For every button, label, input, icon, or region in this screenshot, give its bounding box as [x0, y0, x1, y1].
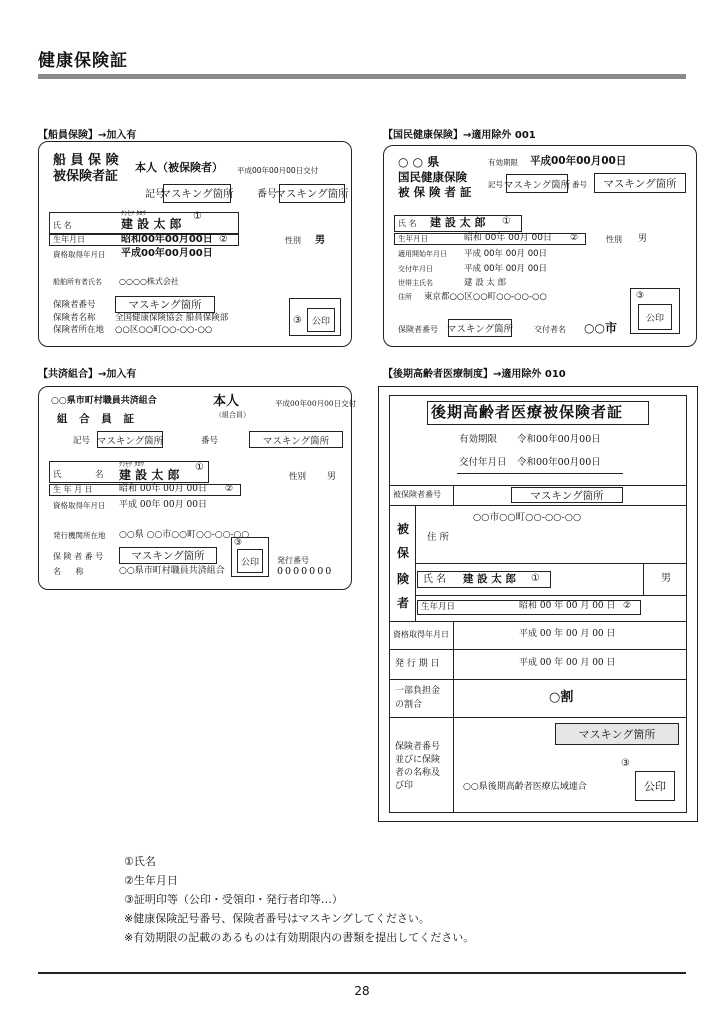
birth-label: 生年月日 — [398, 234, 428, 243]
prefecture: ○ ○ 県 — [398, 155, 440, 169]
insured-name: 建 設 太 郎 — [119, 468, 180, 482]
number-label: 番号 — [257, 189, 277, 200]
holder-type: 本人（被保険者） — [135, 161, 223, 174]
insured-name: 建 設 太 郎 — [463, 573, 516, 585]
insurer-number-mask: マスキング箇所 — [555, 723, 679, 745]
insurer-label-2: 並びに保険 — [395, 755, 441, 765]
row-line — [389, 505, 687, 506]
birth-value: 昭和 00 年 00 月 00 日 — [519, 601, 616, 611]
symbol-mask: マスキング箇所 — [97, 431, 163, 448]
symbol-label: 記号 — [145, 189, 165, 200]
ratio-label-2: の割合 — [395, 700, 423, 710]
issue-label: 交付年月日 — [398, 265, 433, 273]
seamen-insurance-card — [38, 141, 352, 347]
row-line — [389, 485, 687, 486]
national-health-insurance-card — [383, 145, 697, 347]
row-line — [389, 621, 687, 622]
insurer-name-value: 全国健康保険協会 船員保険部 — [115, 313, 229, 323]
issue-value: 平成 00年 00月 00日 — [464, 264, 548, 274]
birth-label: 生年月日 — [421, 602, 456, 612]
ratio-label-1: 一部負担金 — [395, 686, 441, 696]
row-line — [389, 649, 687, 650]
name-label: 氏 名 — [53, 221, 72, 230]
owner-value: ○○○○株式会社 — [119, 277, 179, 286]
title-rule — [38, 74, 686, 79]
insured-name: 建 設 太 郎 — [430, 216, 486, 229]
symbol-mask: マスキング箇所 — [163, 184, 231, 203]
note-1: ①氏名 — [124, 855, 156, 868]
valid-value: 平成00年00月00日 — [530, 155, 627, 167]
note-5: ※有効期限の記載のあるものは有効期限内の書類を提出してください。 — [124, 931, 475, 944]
mutual-aid-card — [38, 386, 357, 590]
side-label-3: 険 — [397, 572, 410, 586]
birth-value: 昭和 00年 00月 00日 — [464, 233, 552, 243]
number-mask: マスキング箇所 — [249, 431, 343, 448]
side-label-4: 者 — [397, 596, 410, 610]
birth-label: 生 年 月 日 — [53, 485, 93, 494]
organization-name: ○○県市町村職員共済組合 — [51, 396, 157, 406]
section-mutual-label: 【共済組合】→加入有 — [38, 369, 137, 380]
issued-label: 発 行 期 日 — [395, 659, 440, 669]
marker-1: ① — [502, 216, 511, 227]
insurer-label-4: び印 — [395, 781, 414, 791]
holder-subtype: （組合員） — [215, 411, 250, 419]
section-seamen-label: 【船員保険】→加入有 — [38, 130, 137, 141]
official-seal: 公印 — [635, 771, 675, 801]
issue-label: 交付年月日 — [459, 457, 507, 468]
name-label-last: 名 — [95, 470, 104, 480]
number-label: 番号 — [201, 436, 219, 446]
issuer-number-value: 0000000 — [277, 566, 334, 577]
insurer-label-1: 保険者番号 — [395, 742, 441, 752]
note-4: ※健康保険記号番号、保険者番号はマスキングしてください。 — [124, 912, 430, 925]
insurer-number-mask: マスキング箇所 — [448, 319, 512, 337]
sex-value: 男 — [327, 472, 337, 482]
insured-name: 建 設 太 郎 — [121, 217, 182, 231]
acquired-value: 平成00年00月00日 — [121, 248, 213, 259]
note-2: ②生年月日 — [124, 874, 178, 887]
household-head-value: 建 設 太 郎 — [464, 278, 507, 288]
page-number: 28 — [354, 984, 370, 998]
sex-value: 男 — [315, 235, 325, 246]
col-line — [415, 505, 416, 621]
marker-1: ① — [531, 573, 540, 584]
insurer-label-3: 者の名称及 — [395, 768, 441, 778]
name-kana: ｹﾝｾﾂ ﾀﾛｳ — [121, 209, 146, 217]
acquired-label: 資格取得年月日 — [53, 501, 106, 510]
col-line — [453, 621, 454, 813]
acquired-value: 平成 00年 00月 00日 — [119, 500, 207, 510]
card-title: 組 合 員 証 — [57, 413, 138, 425]
col-line — [453, 485, 454, 505]
marker-3: ③ — [234, 538, 243, 548]
official-seal: 公印 — [237, 549, 263, 573]
start-label: 適用開始年月日 — [398, 250, 447, 258]
page-title: 健康保険証 — [38, 51, 128, 71]
sex-value: 男 — [638, 234, 648, 244]
insurer-number-mask: マスキング箇所 — [115, 296, 215, 313]
insurer-number-label: 保 険 者 番 号 — [53, 552, 104, 561]
side-label-1: 被 — [397, 522, 410, 536]
sex-label: 性別 — [289, 472, 307, 482]
section-elderly-label: 【後期高齢者医療制度】→適用除外 010 — [383, 369, 566, 380]
row-line — [389, 717, 687, 718]
name-kana: ｹﾝｾﾂ ﾀﾛｳ — [119, 460, 144, 468]
insurer-name: ○○県後期高齢者医療広域連合 — [463, 782, 587, 792]
card-title-line2: 被 保 険 者 証 — [398, 185, 472, 199]
row-line — [415, 595, 687, 596]
office-value: ○○県 ○○市○○町○○-○○-○○ — [119, 530, 250, 540]
start-value: 平成 00年 00月 00日 — [464, 249, 548, 259]
issuer-number-label: 発行番号 — [277, 556, 309, 565]
insurer-name-label: 保険者名称 — [53, 313, 96, 323]
issuer-label: 交付者名 — [534, 325, 566, 334]
official-seal: 公印 — [638, 304, 672, 330]
marker-3: ③ — [293, 315, 302, 326]
marker-1: ① — [193, 211, 202, 222]
insurer-address-value: ○○区○○町○○-○○-○○ — [115, 325, 213, 335]
number-mask: マスキング箇所 — [594, 173, 686, 193]
valid-label: 有効期限 — [488, 158, 518, 167]
note-3: ③証明印等（公印・受領印・発行者印等…） — [124, 893, 343, 906]
footer-rule — [38, 972, 686, 974]
card-title-line2: 被保険者証 — [53, 169, 119, 184]
org-name-label: 名 称 — [53, 567, 90, 576]
issue-date: 平成00年00月00日交付 — [275, 399, 357, 408]
insured-number-mask: マスキング箇所 — [511, 487, 623, 503]
sex-label: 性別 — [285, 236, 301, 245]
notes — [124, 852, 474, 947]
name-label-first: 氏 — [53, 470, 62, 480]
official-seal: 公印 — [307, 308, 335, 332]
acquired-label: 資格取得年月日 — [393, 630, 449, 639]
marker-2: ② — [570, 233, 579, 243]
marker-3: ③ — [621, 758, 630, 769]
insurer-number-label: 保険者番号 — [398, 325, 438, 334]
name-label: 氏 名 — [398, 219, 417, 228]
card-title-line1: 船 員 保 険 — [53, 153, 119, 168]
issue-underline — [457, 473, 623, 474]
marker-3: ③ — [636, 291, 645, 301]
number-mask: マスキング箇所 — [279, 184, 345, 203]
card-title: 後期高齢者医療被保険者証 — [431, 403, 624, 421]
household-head-label: 世帯主氏名 — [398, 279, 433, 287]
birth-label: 生年月日 — [53, 235, 85, 244]
row-line — [415, 563, 687, 564]
org-name-value: ○○県市町村職員共済組合 — [119, 566, 225, 576]
name-label: 氏 名 — [423, 574, 447, 585]
birth-value: 昭和 00年 00月 00日 — [119, 484, 207, 494]
insurer-address-label: 保険者所在地 — [53, 325, 105, 335]
marker-2: ② — [225, 484, 234, 494]
sex-value: 男 — [661, 573, 671, 584]
elderly-medical-card — [378, 386, 698, 822]
address-value: 東京都○○区○○町○○-○○-○○ — [424, 292, 547, 302]
number-label: 番号 — [572, 180, 587, 189]
marker-1: ① — [195, 462, 204, 473]
address-value: ○○市○○町○○-○○-○○ — [473, 512, 582, 523]
holder-type: 本人 — [213, 394, 240, 409]
marker-2: ② — [219, 234, 228, 245]
address-label: 住所 — [398, 293, 412, 301]
card-title-line1: 国民健康保険 — [398, 170, 467, 184]
side-label-2: 保 — [397, 546, 410, 560]
issue-date: 平成00年00月00日交付 — [237, 166, 319, 175]
acquired-value: 平成 00 年 00 月 00 日 — [519, 629, 616, 639]
symbol-label: 記号 — [488, 180, 503, 189]
insured-number-label: 被保険者番号 — [393, 490, 441, 499]
valid-label: 有効期限 — [459, 434, 498, 445]
sex-label: 性別 — [606, 235, 622, 244]
symbol-mask: マスキング箇所 — [506, 174, 568, 193]
valid-value: 令和00年00月00日 — [517, 434, 601, 445]
office-label: 発行機関所在地 — [53, 531, 106, 540]
ratio-value: ○割 — [549, 690, 574, 705]
section-national-label: 【国民健康保険】→適用除外 001 — [383, 130, 536, 141]
symbol-label: 記号 — [73, 436, 91, 446]
row-line — [389, 679, 687, 680]
acquired-label: 資格取得年月日 — [53, 250, 106, 259]
issue-value: 令和00年00月00日 — [517, 457, 601, 468]
insurer-number-label: 保険者番号 — [53, 300, 96, 310]
issuer-value: ○○市 — [584, 321, 617, 335]
insurer-number-mask: マスキング箇所 — [119, 547, 217, 564]
owner-label: 船舶所有者氏名 — [53, 278, 102, 286]
marker-2: ② — [623, 601, 632, 611]
birth-value: 昭和00年00月00日 — [121, 234, 213, 245]
col-line — [643, 563, 644, 595]
address-label: 住 所 — [427, 532, 450, 543]
issued-value: 平成 00 年 00 月 00 日 — [519, 658, 616, 668]
